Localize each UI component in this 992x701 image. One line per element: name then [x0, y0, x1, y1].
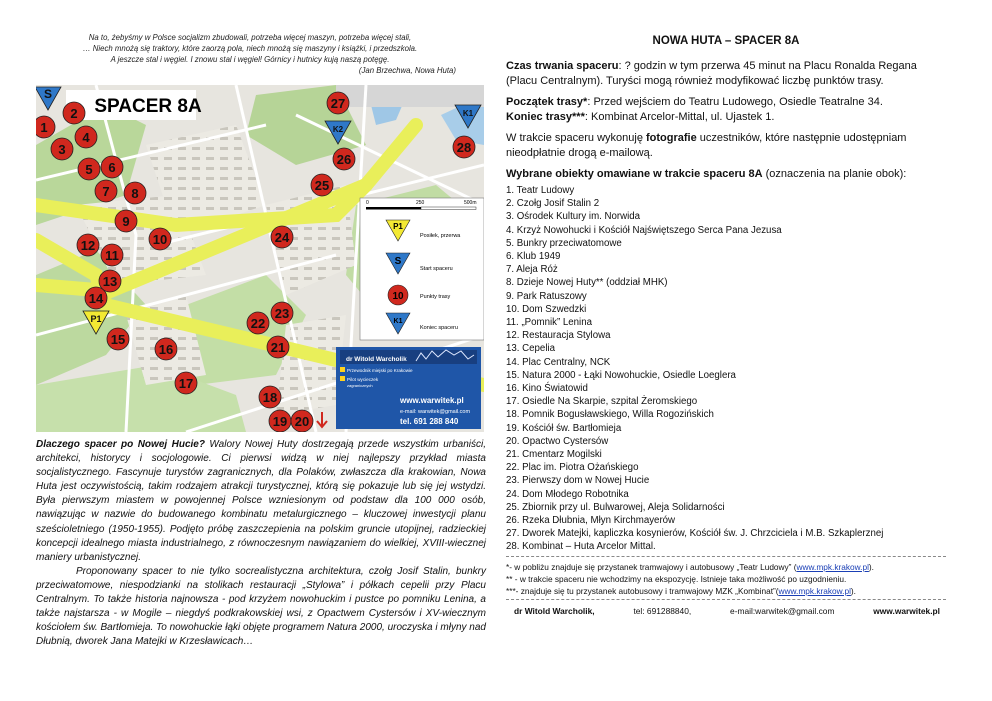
advert-line-2: Pilot wycieczek	[347, 377, 379, 382]
object-item: 8. Dzieje Nowej Huty** (oddział MHK)	[506, 277, 668, 289]
photo-paragraph	[506, 131, 946, 161]
svg-text:22: 22	[250, 316, 266, 331]
route-point-19	[269, 410, 291, 432]
end-label: Koniec trasy***	[506, 111, 585, 123]
route-point-17	[175, 372, 197, 394]
map-title: SPACER 8A	[94, 96, 202, 117]
contact-email[interactable]: e-mail:warwitek@gmail.com	[730, 605, 835, 616]
object-item: 16. Kino Światowid	[506, 383, 588, 395]
svg-text:14: 14	[88, 291, 104, 306]
svg-text:P1: P1	[90, 314, 102, 324]
object-item: 26. Rzeka Dłubnia, Młyn Kirchmayerów	[506, 515, 676, 527]
svg-text:23: 23	[274, 306, 290, 321]
contact-name: dr Witold Warcholik,	[514, 605, 595, 616]
footnotes	[506, 561, 946, 597]
object-item: 13. Cepelia	[506, 343, 556, 355]
svg-text:15: 15	[110, 332, 126, 347]
intro-paragraph-2: Proponowany spacer to nie tylko socrealistyczna architektura, czołg Josif Stalin, bunkry przeciwatomowe, niespodzianki na stolikach restauracji „Stylowa” i półkach cepelii przy Placu Centralnym. To także historia najnowsza - pod krzyżem nowohuckim i pustce po pomniku Lenina, a także najstarsza - w Mogile – niegdyś podkrakowskiej wsi, z Opactwem Cystersów i XV-wiecznym kościołem św. Bartłomieja. To nowohuckie łąki objęte programem Natura 2000, uroczyska i młyny nad Dłubnią, dworek Jana Matejki w Krzesławicach…	[36, 565, 486, 648]
photo-text-post: uczestników, które następnie udostępniam nieodpłatnie drogą e-mailową.	[506, 132, 907, 159]
contact-line	[506, 604, 946, 619]
object-item: 4. Krzyż Nowohucki i Kościół Najświętszego Serca Pana Jezusa	[506, 224, 782, 236]
intro-paragraph-1: Walory Nowej Huty dostrzegają przede wszystkim urbaniści, architekci, historycy i socjologowie. Ci pierwsi widzą w niej najlepszy przykład miasta socjalistycznego. Fascynuje turystów zagranicznych, dla Polaków, zwłaszcza dla krakowian, Nowa Huta jest oczywistością, takim rodzajem atrakcji turystycznej, którą się pokazuje lub się jej wstydzi. Była pierwszym miastem w powojennej Polsce wzniesionym od podstaw dla 100 000 osób, nawiązując w nazwie do budowanego kombinatu metalurgicznego – kluczowej inwestycji planu sześcioletniego (1950-1955). Podjęto próbę zaszczepienia na polskim gruncie utopijnej, radzieckiej koncepcji idealnego miasta industrialnego, z równoczesnym nawiązaniem do wielkiej, XVIII-wiecznej maniery urbanistycznej.	[36, 439, 487, 563]
object-item: 3. Ośrodek Kultury im. Norwida	[506, 211, 641, 223]
object-item: 25. Zbiornik przy ul. Bulwarowej, Aleja Solidarności	[506, 501, 725, 513]
route-point-12	[77, 234, 99, 256]
advert-line-3: zagranicznych	[347, 383, 373, 388]
svg-text:1: 1	[40, 120, 48, 135]
object-item: 12. Restauracja Stylowa	[506, 330, 611, 342]
route-point-5	[78, 158, 100, 180]
svg-text:20: 20	[294, 414, 310, 429]
object-item: 24. Dom Młodego Robotnika	[506, 488, 629, 500]
duration-text: : ? godzin w tym przerwa 45 minut na Placu Ronalda Regana (Placu Centralnym). Turyści mogą również modyfikować liczbę punktów trasy.	[506, 60, 917, 87]
svg-text:5: 5	[85, 162, 93, 177]
svg-text:4: 4	[82, 130, 90, 145]
map-legend	[360, 198, 484, 340]
svg-text:K1: K1	[462, 109, 474, 118]
footnote-3	[506, 585, 946, 597]
walking-route-map	[36, 85, 484, 432]
route-point-27	[327, 92, 349, 114]
page-title: NOWA HUTA – SPACER 8A	[652, 35, 800, 47]
route-point-26	[333, 148, 355, 170]
footnote-3-link[interactable]: www.mpk.krakow.pl	[778, 585, 851, 596]
route-point-24	[271, 226, 293, 248]
svg-text:21: 21	[270, 340, 286, 355]
legend-point-symbol: 10	[392, 291, 404, 302]
scale-label-0: 0	[366, 200, 369, 206]
svg-text:8: 8	[131, 186, 139, 201]
route-point-18	[259, 386, 281, 408]
intro-text	[36, 438, 486, 649]
route-point-14	[85, 287, 107, 309]
start-label: Początek trasy*	[506, 96, 588, 108]
advert-tel: tel. 691 288 840	[400, 417, 459, 426]
object-item: 6. Klub 1949	[506, 251, 561, 263]
object-item: 10. Dom Szwedzki	[506, 303, 587, 315]
object-item: 18. Pomnik Bogusławskiego, Willa Rogozińskich	[506, 409, 714, 421]
object-item: 28. Kombinat – Huta Arcelor Mittal.	[506, 541, 656, 553]
route-point-4	[75, 126, 97, 148]
svg-text:18: 18	[262, 390, 278, 405]
objects-heading	[506, 167, 946, 182]
quote-line-1: Na to, żebyśmy w Polsce socjalizm zbudowali, potrzeba więcej maszyn, potrzeba więcej stali,	[88, 33, 412, 42]
duration-paragraph	[506, 59, 946, 89]
contact-tel: tel: 691288840,	[633, 605, 692, 616]
footnote-1-link[interactable]: www.mpk.krakow.pl	[796, 561, 869, 572]
object-item: 5. Bunkry przeciwatomowe	[506, 237, 622, 249]
object-item: 9. Park Ratuszowy	[506, 290, 587, 302]
object-item: 20. Opactwo Cystersów	[506, 435, 609, 447]
quote-author: (Jan Brzechwa, Nowa Huta)	[358, 66, 456, 75]
object-item: 21. Cmentarz Mogilski	[506, 449, 602, 461]
route-point-22	[247, 312, 269, 334]
svg-text:6: 6	[108, 160, 116, 175]
end-text: : Kombinat Arcelor-Mittal, ul. Ujastek 1.	[584, 111, 775, 123]
route-start-end	[506, 95, 946, 125]
svg-text:27: 27	[330, 96, 346, 111]
object-item: 22. Plac im. Piotra Ożańskiego	[506, 462, 639, 474]
object-item: 2. Czołg Josif Stalin 2	[506, 198, 600, 210]
route-point-1	[36, 116, 55, 138]
route-point-25	[311, 174, 333, 196]
object-item: 7. Aleja Róż	[506, 264, 558, 276]
svg-text:25: 25	[314, 178, 330, 193]
advert-email: e-mail: warwitek@gmail.com	[400, 409, 471, 415]
info-column	[506, 34, 946, 619]
object-item: 17. Osiedle Na Skarpie, szpital Żeromskiego	[506, 396, 698, 408]
svg-text:28: 28	[456, 140, 472, 155]
svg-text:9: 9	[122, 214, 130, 229]
svg-text:26: 26	[336, 152, 352, 167]
objects-label: Wybrane obiekty omawiane w trakcie spaceru 8A	[506, 168, 763, 180]
legend-pause-label: Posiłek, przerwa	[420, 233, 461, 239]
intro-question: Dlaczego spacer po Nowej Hucie?	[36, 439, 205, 450]
svg-text:3: 3	[58, 142, 66, 157]
scale-label-250: 250	[416, 200, 425, 206]
svg-text:10: 10	[152, 232, 168, 247]
svg-text:S: S	[43, 87, 53, 101]
photo-text-pre: W trakcie spaceru wykonuję	[506, 132, 646, 144]
svg-text:17: 17	[178, 376, 194, 391]
objects-list	[506, 184, 946, 554]
route-point-28	[453, 136, 475, 158]
legend-start-label: Start spaceru	[420, 266, 453, 272]
footnote-1	[506, 561, 946, 573]
legend-pause-symbol: P1	[393, 222, 403, 231]
advert-line-1: Przewodnik miejski po Krakowie	[347, 368, 413, 373]
guide-advert	[336, 347, 481, 429]
divider	[506, 556, 946, 557]
scale-label-500: 500m	[464, 200, 477, 206]
advert-site: www.warwitek.pl	[400, 396, 464, 405]
legend-start-symbol: S	[394, 256, 402, 267]
svg-text:K2: K2	[332, 125, 344, 134]
footnote-2: ** - w trakcie spaceru nie wchodzimy na ekspozycję. Istnieje taka możliwość po uzgodnieniu.	[506, 573, 847, 584]
legend-end-label: Koniec spaceru	[420, 325, 458, 331]
route-point-16	[155, 338, 177, 360]
route-point-8	[124, 182, 146, 204]
legend-end-symbol: K1	[393, 318, 403, 325]
duration-label: Czas trwania spaceru	[506, 60, 619, 72]
svg-text:2: 2	[70, 106, 78, 121]
object-item: 23. Pierwszy dom w Nowej Hucie	[506, 475, 650, 487]
object-item: 1. Teatr Ludowy	[506, 185, 575, 196]
route-point-15	[107, 328, 129, 350]
svg-text:16: 16	[158, 342, 174, 357]
objects-note: (oznaczenia na planie obok):	[762, 168, 907, 180]
object-item: 19. Kościół św. Bartłomieja	[506, 422, 622, 434]
contact-web[interactable]: www.warwitek.pl	[873, 605, 940, 616]
divider-2	[506, 599, 946, 600]
object-item: 11. „Pomnik” Lenina	[506, 317, 592, 329]
footnote-3-end: ).	[850, 585, 856, 596]
route-point-11	[101, 244, 123, 266]
footnote-1-text: *- w pobliżu znajduje się przystanek tramwajowy i autobusowy „Teatr Ludowy” (	[506, 561, 797, 572]
quote-line-2: … Niech mnożą się traktory, które zaorzą pola, niech mnożą się maszyny i książki, i przedszkola.	[82, 44, 418, 53]
route-point-20	[291, 410, 313, 432]
footnote-3-text: ***- znajduje się tu przystanek autobusowy i tramwajowy MZK „Kombinat”(	[506, 585, 779, 596]
svg-text:13: 13	[102, 274, 118, 289]
route-point-23	[271, 302, 293, 324]
route-point-21	[267, 336, 289, 358]
photo-bold: fotografie	[646, 132, 697, 144]
route-point-10	[149, 228, 171, 250]
svg-text:11: 11	[105, 248, 119, 263]
route-point-2	[63, 102, 85, 124]
route-point-9	[115, 210, 137, 232]
svg-text:12: 12	[80, 238, 96, 253]
route-point-3	[51, 138, 73, 160]
svg-text:19: 19	[272, 414, 288, 429]
svg-text:7: 7	[102, 184, 110, 199]
route-point-7	[95, 180, 117, 202]
svg-text:24: 24	[274, 230, 290, 245]
object-item: 27. Dworek Matejki, kapliczka kosynierów, Kościół św. J. Chrzciciela i M.B. Szkaplerznej	[506, 528, 884, 540]
quote-line-3: A jeszcze stal i węgiel. I znowu stal i węgiel! Górnicy i hutnicy kują naszą potęgę.	[110, 55, 390, 64]
legend-point-label: Punkty trasy	[420, 294, 451, 300]
object-item: 14. Plac Centralny, NCK	[506, 356, 611, 368]
object-item: 15. Natura 2000 - Łąki Nowohuckie, Osiedle Loeglera	[506, 369, 736, 381]
footnote-1-end: ).	[868, 561, 874, 572]
start-text: : Przed wejściem do Teatru Ludowego, Osiedle Teatralne 34.	[587, 96, 883, 108]
epigraph-quote	[40, 32, 460, 76]
route-point-6	[101, 156, 123, 178]
advert-name: dr Witold Warcholik	[346, 356, 407, 363]
